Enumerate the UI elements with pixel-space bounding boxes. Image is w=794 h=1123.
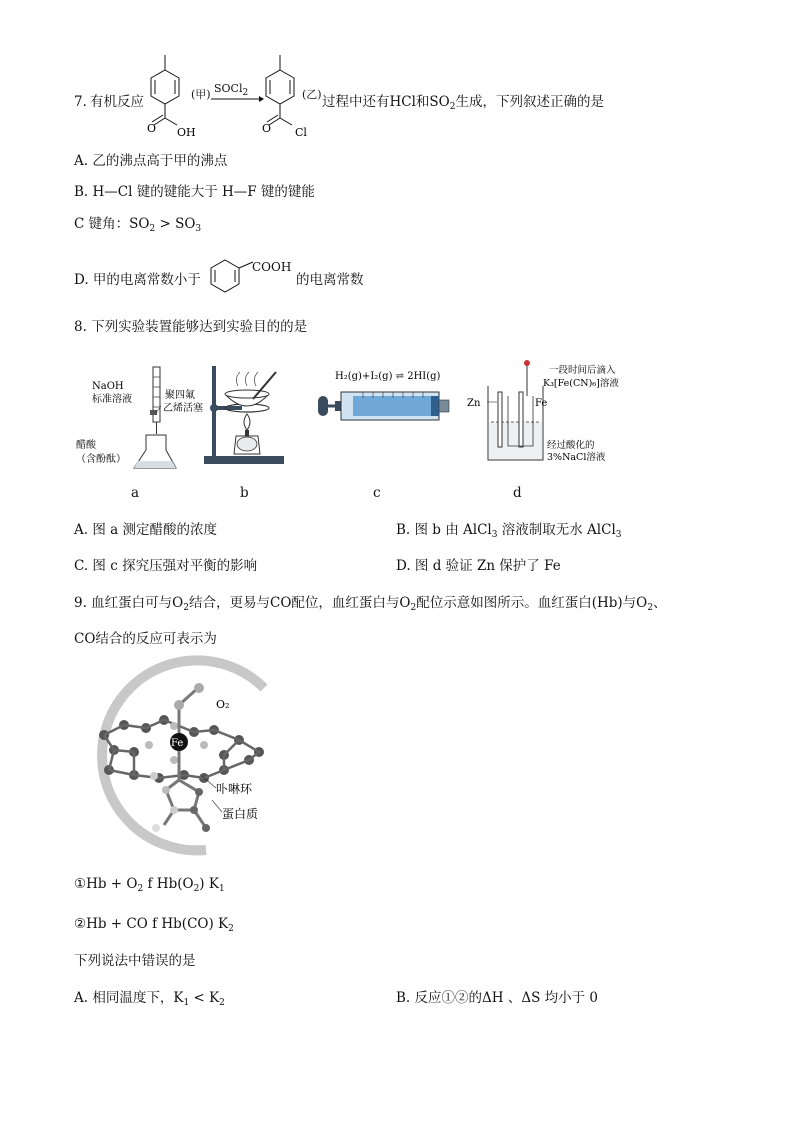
q9-option-a[interactable]: A. 相同温度下，$K_1 < K_2$: [74, 990, 225, 1008]
q7-option-a[interactable]: A. 乙的沸点高于甲的沸点: [74, 153, 228, 169]
fig-a-acid: 醋酸: [76, 440, 96, 451]
q9-option-b[interactable]: B. 反应①②的ΔH 、ΔS 均小于 0: [396, 990, 598, 1006]
q7-jia-label: (甲): [191, 88, 211, 101]
fig-a-caption: a: [131, 485, 140, 501]
fig-d-note2: K₃[Fe(CN)₆]溶液: [543, 378, 619, 389]
figure-a-titration: [76, 362, 203, 477]
q7-yi-cl: Cl: [295, 126, 307, 139]
q9-eq1: ①Hb + $O_2$ f $Hb(O_2)$ $K_1$: [74, 876, 225, 894]
q7-option-b[interactable]: B. H—Cl 键的键能大于 H—F 键的键能: [74, 184, 315, 200]
q9-eq2: ②Hb + CO f Hb(CO) $K_2$: [74, 916, 234, 934]
fig-c-equation: H₂(g)+I₂(g) ⇌ 2HI(g): [335, 371, 441, 382]
figure-d-cell: [463, 356, 623, 468]
benzoic-acid-structure: [205, 252, 255, 300]
q7-option-d[interactable]: D. 甲的电离常数小于: [74, 272, 201, 288]
q7-reagent: SOCl$_2$: [214, 82, 249, 98]
fig-a-ptfe2: 乙烯活塞: [163, 403, 203, 414]
q8-option-b[interactable]: B. 图 b 由 AlCl$_3$ 溶液制取无水 AlCl$_3$: [396, 522, 622, 540]
fig-d-zn: Zn: [467, 398, 481, 409]
fig-c-caption: c: [373, 485, 381, 501]
fig-d-sol2: 3%NaCl溶液: [547, 452, 606, 463]
q8-option-a[interactable]: A. 图 a 测定醋酸的浓度: [74, 522, 217, 538]
fig-d-note1: 一段时间后滴入: [549, 365, 616, 376]
q7-number: 7.: [74, 94, 87, 110]
q8-option-c[interactable]: C. 图 c 探究压强对平衡的影响: [74, 558, 258, 574]
fig-d-sol1: 经过酸化的: [547, 440, 595, 451]
q7-yi-o: O: [262, 122, 272, 135]
fig-protein-label: 蛋白质: [222, 807, 259, 821]
q9-stem-line1: 9. 血红蛋白可与$O_2$结合，更易与CO配位，血红蛋白与$O_2$配位示意如图所示。血红蛋白(Hb)与$O_2$、: [74, 595, 667, 613]
q9-question: 下列说法中错误的是: [74, 953, 196, 969]
q7-prefix: 有机反应: [90, 94, 144, 110]
figure-c-syringe: [313, 362, 458, 432]
fig-ring-label: 卟啉环: [216, 782, 253, 796]
fig-a-naoh: NaOH: [92, 381, 124, 392]
q7-jia-oh: OH: [177, 126, 196, 139]
q7-option-d-suffix: 的电离常数: [296, 272, 364, 288]
fig-o2-label: O₂: [216, 698, 230, 711]
q7-tail: 过程中还有HCl和$SO_2$生成，下列叙述正确的是: [322, 94, 604, 112]
fig-b-caption: b: [240, 485, 249, 501]
q7-option-c[interactable]: C 键角：$SO_2 > SO_3$: [74, 216, 202, 234]
fig-a-indicator: （含酚酞）: [76, 454, 126, 465]
fig-d-fe: Fe: [535, 398, 548, 409]
q7-yi-label: (乙): [302, 88, 322, 101]
fig-a-std: 标准溶液: [92, 394, 132, 405]
hemoglobin-figure: [74, 660, 284, 865]
q7-cooh: COOH: [252, 260, 292, 274]
fig-a-ptfe1: 聚四氟: [165, 390, 195, 401]
q8-option-d[interactable]: D. 图 d 验证 Zn 保护了 Fe: [396, 558, 561, 574]
fig-d-caption: d: [513, 485, 522, 501]
fig-fe-label: Fe: [171, 738, 184, 749]
q9-stem-line2: CO结合的反应可表示为: [74, 631, 217, 647]
figure-b-evaporation: [198, 356, 288, 471]
q7-jia-o: O: [147, 122, 157, 135]
q8-stem: 8. 下列实验装置能够达到实验目的的是: [74, 319, 308, 335]
